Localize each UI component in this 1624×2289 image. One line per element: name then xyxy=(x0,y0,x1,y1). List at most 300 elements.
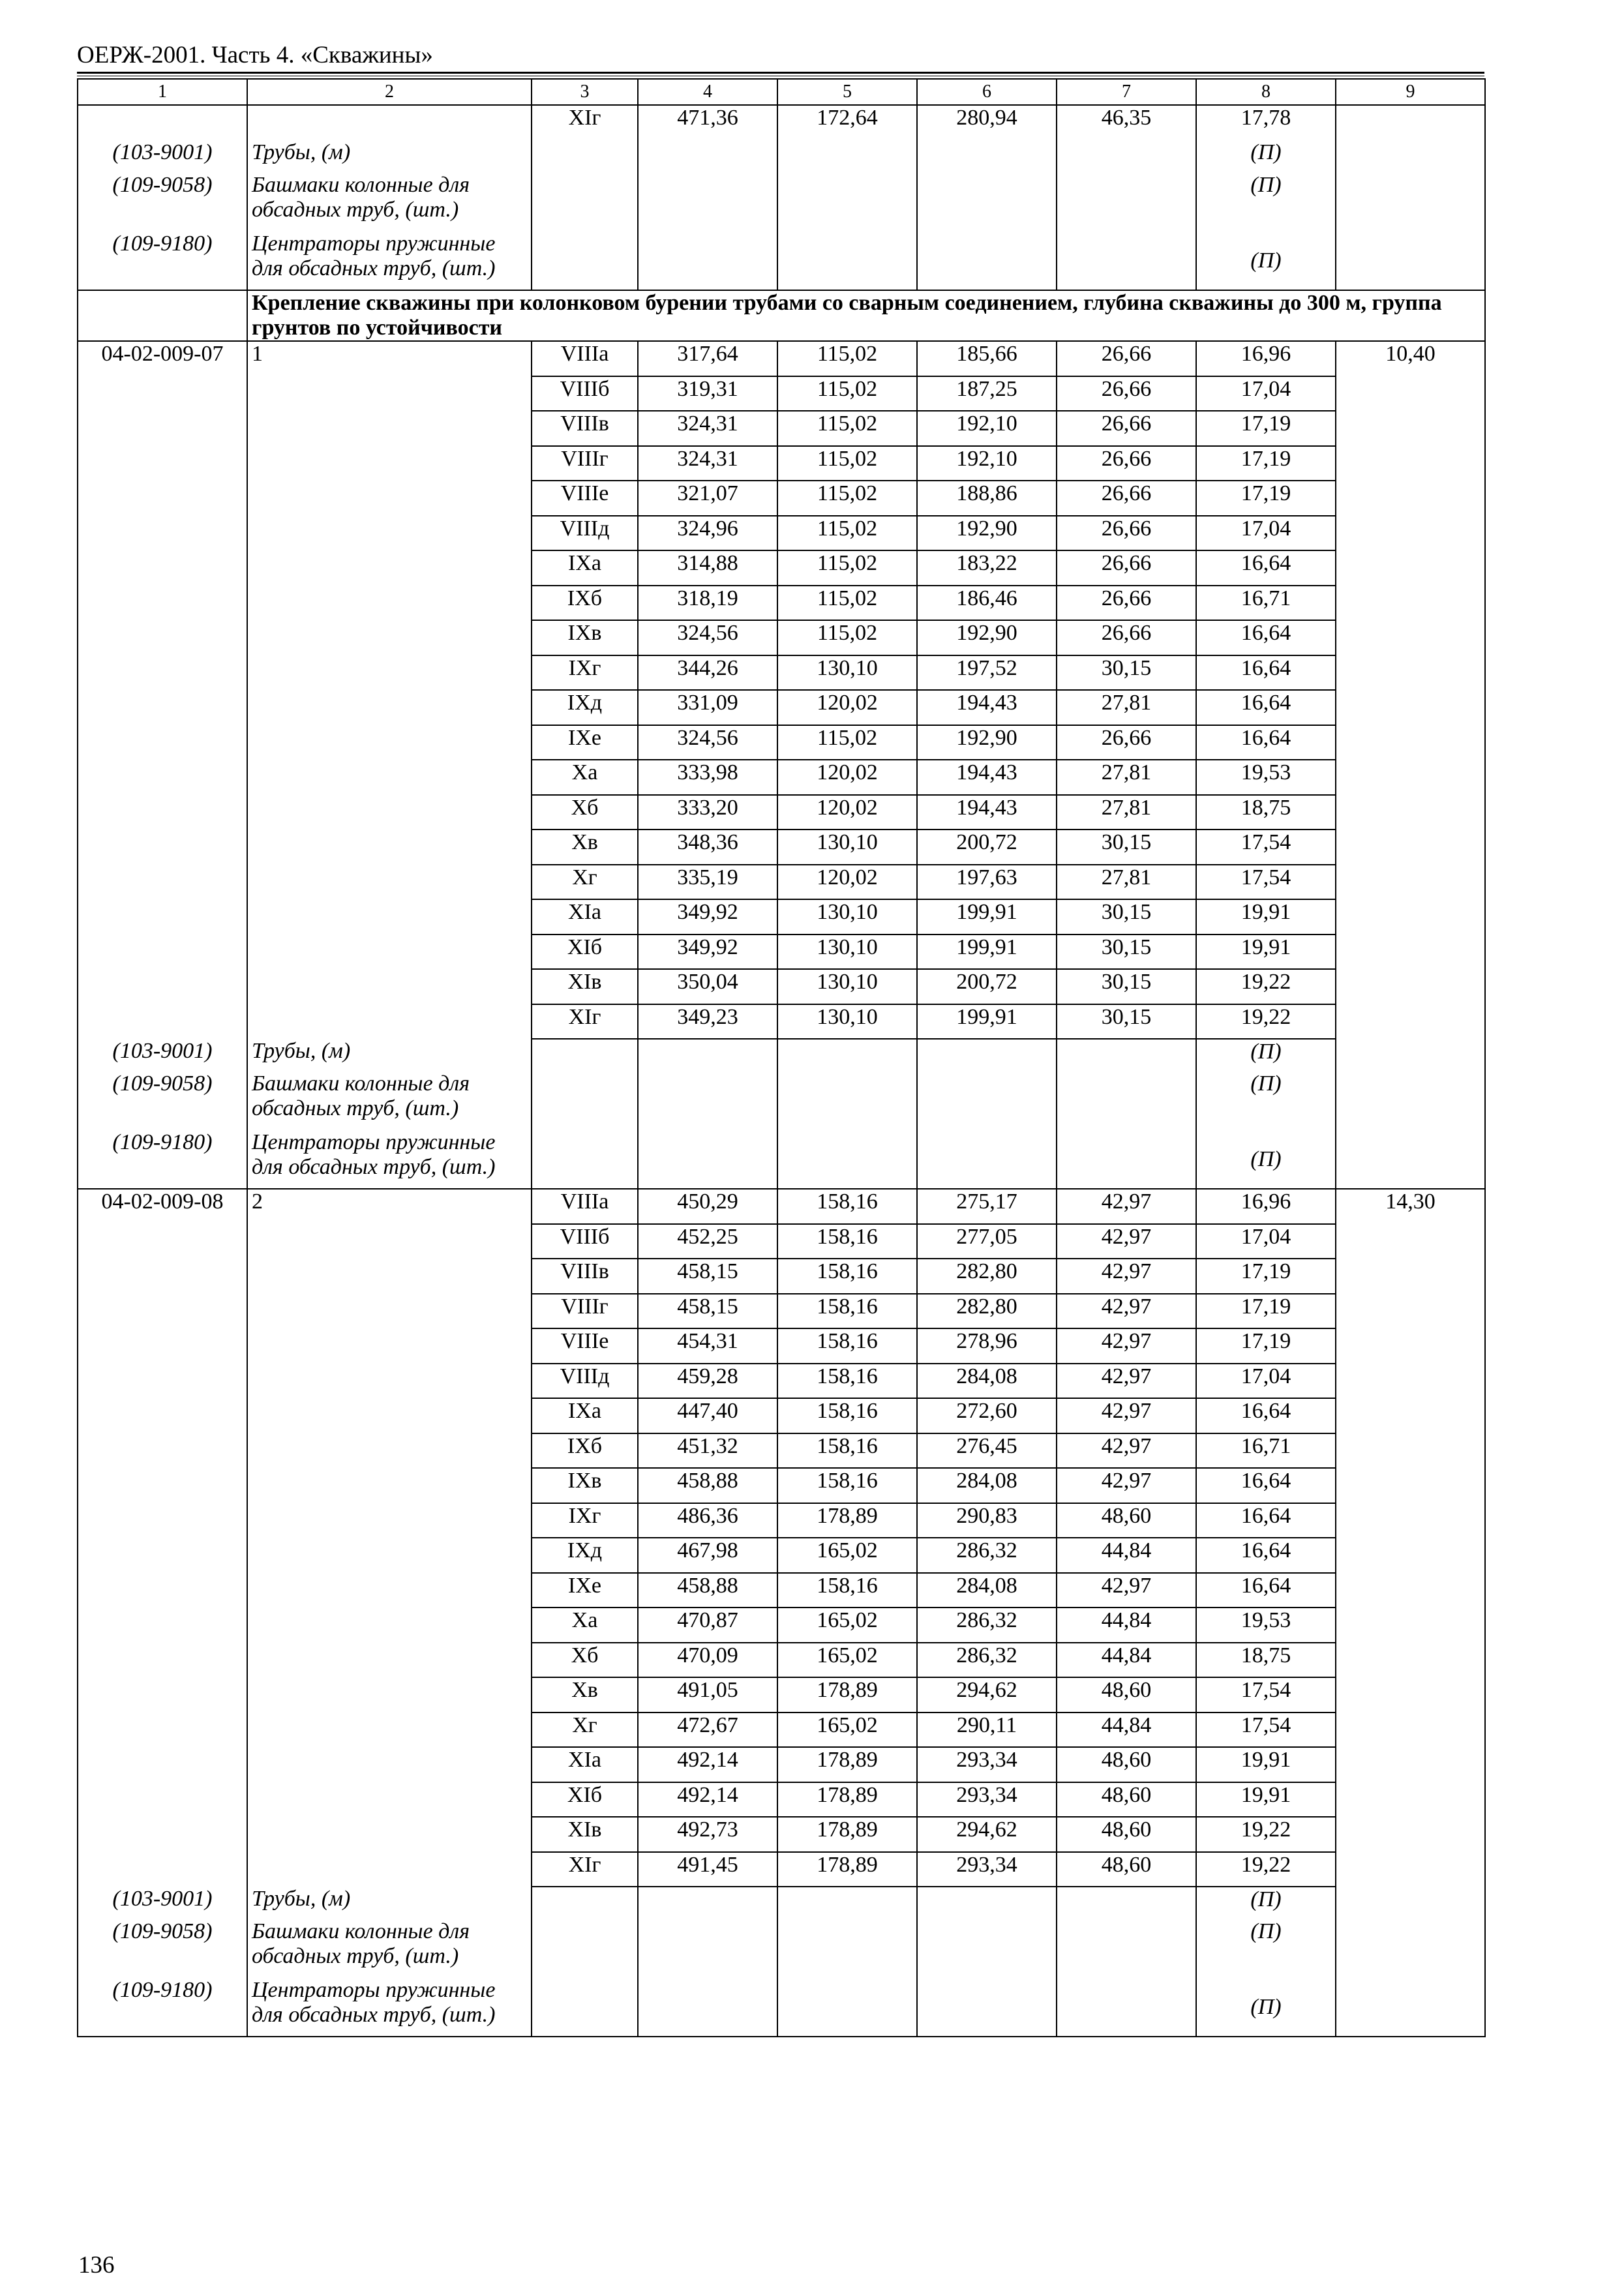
empty-cell xyxy=(917,1130,1057,1189)
code-cell xyxy=(78,1259,247,1294)
value-cell: 120,02 xyxy=(777,690,917,725)
col9-cell xyxy=(1336,1224,1485,1259)
value-cell: 324,96 xyxy=(638,516,777,551)
col9-cell xyxy=(1336,1887,1485,1919)
value-cell: 48,60 xyxy=(1057,1782,1196,1818)
soil-group: Xв xyxy=(532,830,638,865)
value-cell: 16,64 xyxy=(1196,620,1336,655)
empty-cell xyxy=(777,1071,917,1130)
value-cell: 42,97 xyxy=(1057,1573,1196,1608)
value-cell: 42,97 xyxy=(1057,1328,1196,1364)
value-cell: 331,09 xyxy=(638,690,777,725)
value-cell: 17,19 xyxy=(1196,1259,1336,1294)
soil-group: VIIIд xyxy=(532,1364,638,1399)
value-cell: 17,19 xyxy=(1196,1294,1336,1329)
value-cell: 324,31 xyxy=(638,411,777,446)
group-number: 1 xyxy=(247,341,532,376)
value-cell: 284,08 xyxy=(917,1364,1057,1399)
col9-cell xyxy=(1336,899,1485,935)
value-cell: 349,92 xyxy=(638,935,777,970)
value-cell: 16,64 xyxy=(1196,655,1336,691)
value-cell: 115,02 xyxy=(777,586,917,621)
header-rule xyxy=(77,72,1484,74)
resource-name-line: Трубы, (м) xyxy=(252,140,351,164)
table-row xyxy=(78,1538,1485,1573)
soil-group: Xа xyxy=(532,760,638,795)
name-cell xyxy=(247,446,532,481)
empty-cell xyxy=(777,1039,917,1071)
empty-cell xyxy=(777,1919,917,1978)
value-cell: 192,90 xyxy=(917,516,1057,551)
resource-name xyxy=(247,1039,532,1071)
soil-group: IXд xyxy=(532,1538,638,1573)
name-cell xyxy=(247,1747,532,1782)
empty-cell xyxy=(1057,1039,1196,1071)
soil-group: Xб xyxy=(532,1643,638,1678)
name-cell xyxy=(247,1364,532,1399)
value-cell: 451,32 xyxy=(638,1433,777,1469)
table-row xyxy=(78,1259,1485,1294)
value-cell: 17,54 xyxy=(1196,1677,1336,1713)
empty-cell xyxy=(532,1130,638,1189)
table-row xyxy=(78,899,1485,935)
table-row xyxy=(78,1398,1485,1433)
empty-cell xyxy=(532,1887,638,1919)
value-cell: 471,36 xyxy=(638,105,777,140)
value-cell: 192,90 xyxy=(917,620,1057,655)
value-cell: 158,16 xyxy=(777,1259,917,1294)
col9-cell xyxy=(1336,1039,1485,1071)
value-cell: 282,80 xyxy=(917,1294,1057,1329)
value-cell: 492,73 xyxy=(638,1817,777,1852)
col9-cell xyxy=(1336,830,1485,865)
table-row xyxy=(78,1433,1485,1469)
value-cell: 194,43 xyxy=(917,690,1057,725)
value-cell: 27,81 xyxy=(1057,865,1196,900)
value-cell: 48,60 xyxy=(1057,1503,1196,1538)
col9-cell xyxy=(1336,725,1485,760)
empty-cell xyxy=(777,232,917,290)
resource-name-line: Трубы, (м) xyxy=(252,1039,351,1063)
table-row xyxy=(78,1747,1485,1782)
soil-group: IXе xyxy=(532,1573,638,1608)
resource-unit-mark: (П) xyxy=(1196,140,1336,173)
value-cell: 27,81 xyxy=(1057,795,1196,830)
name-cell xyxy=(247,935,532,970)
value-cell: 335,19 xyxy=(638,865,777,900)
soil-group: VIIIа xyxy=(532,341,638,376)
col9-cell xyxy=(1336,411,1485,446)
resource-name xyxy=(247,140,532,173)
table-row xyxy=(78,290,1485,341)
soil-group: VIIIв xyxy=(532,411,638,446)
resource-name-line: Башмаки колонные для xyxy=(252,1919,470,1943)
name-cell xyxy=(247,830,532,865)
value-cell: 115,02 xyxy=(777,620,917,655)
value-cell: 42,97 xyxy=(1057,1468,1196,1503)
resource-unit-mark: (П) xyxy=(1196,232,1336,290)
code-cell xyxy=(78,1294,247,1329)
table-row xyxy=(78,1573,1485,1608)
table-row xyxy=(78,446,1485,481)
soil-group: XIг xyxy=(532,1852,638,1887)
resource-name-line: Башмаки колонные для xyxy=(252,1071,470,1096)
resource-code: (109-9058) xyxy=(78,173,247,232)
empty-cell xyxy=(638,140,777,173)
value-cell: 314,88 xyxy=(638,550,777,586)
soil-group: VIIIб xyxy=(532,1224,638,1259)
value-cell: 42,97 xyxy=(1057,1433,1196,1469)
code-cell xyxy=(78,1817,247,1852)
value-cell: 165,02 xyxy=(777,1643,917,1678)
name-cell xyxy=(247,899,532,935)
code-cell xyxy=(78,1468,247,1503)
col9-cell xyxy=(1336,655,1485,691)
code-cell xyxy=(78,1643,247,1678)
name-cell xyxy=(247,586,532,621)
name-cell xyxy=(247,865,532,900)
value-cell: 452,25 xyxy=(638,1224,777,1259)
resource-name-line: Центраторы пружинные xyxy=(252,232,496,256)
col9-cell xyxy=(1336,1608,1485,1643)
code-cell xyxy=(78,1852,247,1887)
value-cell: 115,02 xyxy=(777,550,917,586)
code-cell xyxy=(78,105,247,140)
value-cell: 178,89 xyxy=(777,1503,917,1538)
value-cell: 492,14 xyxy=(638,1747,777,1782)
value-cell: 158,16 xyxy=(777,1328,917,1364)
soil-group: XIв xyxy=(532,1817,638,1852)
code-cell xyxy=(78,1677,247,1713)
value-cell: 115,02 xyxy=(777,341,917,376)
soil-group: XIв xyxy=(532,969,638,1004)
empty-cell xyxy=(1057,140,1196,173)
value-cell: 17,04 xyxy=(1196,376,1336,411)
value-cell: 44,84 xyxy=(1057,1643,1196,1678)
value-cell: 17,19 xyxy=(1196,1328,1336,1364)
value-cell: 459,28 xyxy=(638,1364,777,1399)
value-cell: 178,89 xyxy=(777,1677,917,1713)
soil-group: Xг xyxy=(532,1713,638,1748)
col9-cell xyxy=(1336,1747,1485,1782)
col9-cell xyxy=(1336,376,1485,411)
value-cell: 48,60 xyxy=(1057,1677,1196,1713)
value-cell: 486,36 xyxy=(638,1503,777,1538)
code-cell xyxy=(78,1224,247,1259)
soil-group: VIIIг xyxy=(532,446,638,481)
value-cell: 192,90 xyxy=(917,725,1057,760)
value-cell: 19,53 xyxy=(1196,1608,1336,1643)
column-number: 4 xyxy=(638,79,777,105)
value-cell: 17,54 xyxy=(1196,1713,1336,1748)
table-row xyxy=(78,1677,1485,1713)
col9-cell xyxy=(1336,1573,1485,1608)
name-cell xyxy=(247,1677,532,1713)
name-cell xyxy=(247,1643,532,1678)
value-cell: 349,92 xyxy=(638,899,777,935)
empty-cell xyxy=(638,1039,777,1071)
value-cell: 333,20 xyxy=(638,795,777,830)
value-cell: 115,02 xyxy=(777,481,917,516)
value-cell: 318,19 xyxy=(638,586,777,621)
table-row xyxy=(78,1919,1485,1978)
code-cell xyxy=(78,446,247,481)
section-title: Крепление скважины при колонковом бурении трубами со сварным соединением, глубина скважины до 300 м, группа грунтов по устойчивости xyxy=(247,290,1485,341)
value-cell: 115,02 xyxy=(777,376,917,411)
value-cell: 280,94 xyxy=(917,105,1057,140)
value-cell: 115,02 xyxy=(777,446,917,481)
empty-cell xyxy=(532,1039,638,1071)
table-row xyxy=(78,935,1485,970)
col9-cell xyxy=(1336,1294,1485,1329)
rates-table xyxy=(77,78,1486,2037)
value-cell: 272,60 xyxy=(917,1398,1057,1433)
soil-group: XIг xyxy=(532,105,638,140)
soil-group: VIIIв xyxy=(532,1259,638,1294)
value-cell: 319,31 xyxy=(638,376,777,411)
code-cell xyxy=(78,620,247,655)
soil-group: IXа xyxy=(532,1398,638,1433)
resource-unit-mark: (П) xyxy=(1196,1039,1336,1071)
value-cell: 183,22 xyxy=(917,550,1057,586)
value-cell: 17,54 xyxy=(1196,830,1336,865)
value-cell: 42,97 xyxy=(1057,1364,1196,1399)
soil-group: VIIIе xyxy=(532,1328,638,1364)
col9-cell xyxy=(1336,865,1485,900)
value-cell: 276,45 xyxy=(917,1433,1057,1469)
value-cell: 492,14 xyxy=(638,1782,777,1818)
value-cell: 188,86 xyxy=(917,481,1057,516)
value-cell: 17,19 xyxy=(1196,481,1336,516)
name-cell xyxy=(247,516,532,551)
value-cell: 120,02 xyxy=(777,760,917,795)
column-number: 6 xyxy=(917,79,1057,105)
table-row xyxy=(78,1364,1485,1399)
resource-unit-mark: (П) xyxy=(1196,173,1336,232)
column-number: 7 xyxy=(1057,79,1196,105)
resource-code: (109-9058) xyxy=(78,1071,247,1130)
value-cell: 286,32 xyxy=(917,1643,1057,1678)
value-cell: 30,15 xyxy=(1057,655,1196,691)
value-cell: 293,34 xyxy=(917,1852,1057,1887)
value-cell: 130,10 xyxy=(777,655,917,691)
soil-group: IXб xyxy=(532,586,638,621)
value-cell: 178,89 xyxy=(777,1782,917,1818)
value-cell: 200,72 xyxy=(917,830,1057,865)
table-row xyxy=(78,620,1485,655)
table-row xyxy=(78,969,1485,1004)
col9-cell xyxy=(1336,1817,1485,1852)
value-cell: 454,31 xyxy=(638,1328,777,1364)
group-number: 2 xyxy=(247,1189,532,1224)
table-row xyxy=(78,795,1485,830)
empty-cell xyxy=(917,1071,1057,1130)
code-cell xyxy=(78,1004,247,1040)
value-cell: 130,10 xyxy=(777,969,917,1004)
value-cell: 284,08 xyxy=(917,1468,1057,1503)
code-cell xyxy=(78,516,247,551)
value-cell: 16,64 xyxy=(1196,690,1336,725)
value-cell: 120,02 xyxy=(777,795,917,830)
value-cell: 158,16 xyxy=(777,1294,917,1329)
resource-name xyxy=(247,1919,532,1978)
code-cell xyxy=(78,935,247,970)
name-cell xyxy=(247,1782,532,1818)
name-cell xyxy=(247,1328,532,1364)
empty-cell xyxy=(777,1130,917,1189)
value-cell: 30,15 xyxy=(1057,830,1196,865)
empty-cell xyxy=(777,1887,917,1919)
empty-cell xyxy=(1057,1978,1196,2037)
value-cell: 324,31 xyxy=(638,446,777,481)
resource-name-line: обсадных труб, (шт.) xyxy=(252,198,459,222)
empty-cell xyxy=(917,1919,1057,1978)
col9-cell xyxy=(1336,1398,1485,1433)
value-cell: 293,34 xyxy=(917,1782,1057,1818)
empty-cell xyxy=(532,173,638,232)
col9-cell xyxy=(1336,760,1485,795)
name-cell xyxy=(247,1294,532,1329)
value-cell: 350,04 xyxy=(638,969,777,1004)
empty-cell xyxy=(532,232,638,290)
col9-cell xyxy=(1336,550,1485,586)
value-cell: 19,53 xyxy=(1196,760,1336,795)
empty-cell xyxy=(1057,1071,1196,1130)
table-row xyxy=(78,1294,1485,1329)
name-cell xyxy=(247,1433,532,1469)
name-cell xyxy=(247,725,532,760)
value-cell: 178,89 xyxy=(777,1747,917,1782)
value-cell: 199,91 xyxy=(917,935,1057,970)
col9-cell xyxy=(1336,1259,1485,1294)
code-cell xyxy=(78,655,247,691)
value-cell: 16,96 xyxy=(1196,1189,1336,1224)
value-cell: 16,64 xyxy=(1196,1573,1336,1608)
soil-group: VIIIб xyxy=(532,376,638,411)
table-row xyxy=(78,79,1485,105)
column-number: 2 xyxy=(247,79,532,105)
value-cell: 16,64 xyxy=(1196,1503,1336,1538)
value-cell: 19,22 xyxy=(1196,1004,1336,1040)
soil-group: XIа xyxy=(532,1747,638,1782)
col9-cell xyxy=(1336,481,1485,516)
col9-cell xyxy=(1336,935,1485,970)
value-cell: 18,75 xyxy=(1196,1643,1336,1678)
soil-group: IXе xyxy=(532,725,638,760)
value-cell: 48,60 xyxy=(1057,1747,1196,1782)
table-row xyxy=(78,411,1485,446)
value-cell: 286,32 xyxy=(917,1538,1057,1573)
value-cell: 294,62 xyxy=(917,1677,1057,1713)
col9-cell xyxy=(1336,1677,1485,1713)
value-cell: 19,91 xyxy=(1196,1747,1336,1782)
code-cell xyxy=(78,969,247,1004)
value-cell: 165,02 xyxy=(777,1538,917,1573)
resource-name-line: обсадных труб, (шт.) xyxy=(252,1944,459,1968)
value-cell: 16,64 xyxy=(1196,1538,1336,1573)
value-cell: 19,22 xyxy=(1196,1817,1336,1852)
value-cell: 472,67 xyxy=(638,1713,777,1748)
empty-cell xyxy=(917,1887,1057,1919)
resource-code: (109-9058) xyxy=(78,1919,247,1978)
value-cell: 294,62 xyxy=(917,1817,1057,1852)
value-cell: 17,78 xyxy=(1196,105,1336,140)
resource-name xyxy=(247,173,532,232)
code-cell xyxy=(78,411,247,446)
empty-cell xyxy=(1057,1887,1196,1919)
resource-name xyxy=(247,1978,532,2037)
col9-cell xyxy=(1336,516,1485,551)
empty-cell xyxy=(1057,1130,1196,1189)
empty-cell xyxy=(1057,1919,1196,1978)
value-cell: 158,16 xyxy=(777,1433,917,1469)
col9-cell xyxy=(1336,1468,1485,1503)
value-cell: 44,84 xyxy=(1057,1713,1196,1748)
col9-cell xyxy=(1336,446,1485,481)
resource-code: (109-9180) xyxy=(78,232,247,290)
code-cell xyxy=(78,1433,247,1469)
col9-cell xyxy=(1336,1328,1485,1364)
soil-group: XIг xyxy=(532,1004,638,1040)
value-cell: 467,98 xyxy=(638,1538,777,1573)
name-cell xyxy=(247,481,532,516)
table-row xyxy=(78,341,1485,376)
value-cell: 199,91 xyxy=(917,1004,1057,1040)
value-cell: 324,56 xyxy=(638,620,777,655)
value-cell: 17,04 xyxy=(1196,1224,1336,1259)
page-number: 136 xyxy=(78,2252,115,2279)
value-cell: 27,81 xyxy=(1057,760,1196,795)
value-cell: 130,10 xyxy=(777,899,917,935)
value-cell: 165,02 xyxy=(777,1608,917,1643)
value-cell: 26,66 xyxy=(1057,550,1196,586)
value-cell: 165,02 xyxy=(777,1713,917,1748)
value-cell: 158,16 xyxy=(777,1364,917,1399)
code-cell xyxy=(78,1398,247,1433)
value-cell: 192,10 xyxy=(917,446,1057,481)
rate-code: 04-02-009-08 xyxy=(78,1189,247,1224)
table-row xyxy=(78,1852,1485,1887)
value-cell: 30,15 xyxy=(1057,969,1196,1004)
col9-cell xyxy=(1336,1782,1485,1818)
value-cell: 277,05 xyxy=(917,1224,1057,1259)
name-cell xyxy=(247,1398,532,1433)
soil-group: IXв xyxy=(532,620,638,655)
empty-cell xyxy=(777,140,917,173)
resource-code: (109-9180) xyxy=(78,1978,247,2037)
col9-value: 14,30 xyxy=(1336,1189,1485,1224)
soil-group: VIIIг xyxy=(532,1294,638,1329)
value-cell: 26,66 xyxy=(1057,446,1196,481)
col9-cell xyxy=(1336,105,1485,140)
code-cell xyxy=(78,899,247,935)
value-cell: 26,66 xyxy=(1057,725,1196,760)
value-cell: 458,88 xyxy=(638,1573,777,1608)
value-cell: 286,32 xyxy=(917,1608,1057,1643)
value-cell: 194,43 xyxy=(917,795,1057,830)
value-cell: 158,16 xyxy=(777,1189,917,1224)
name-cell xyxy=(247,1538,532,1573)
value-cell: 450,29 xyxy=(638,1189,777,1224)
value-cell: 130,10 xyxy=(777,1004,917,1040)
column-number: 8 xyxy=(1196,79,1336,105)
column-number: 5 xyxy=(777,79,917,105)
value-cell: 115,02 xyxy=(777,725,917,760)
resource-name-line: обсадных труб, (шт.) xyxy=(252,1096,459,1120)
value-cell: 349,23 xyxy=(638,1004,777,1040)
empty-cell xyxy=(917,232,1057,290)
col9-cell xyxy=(1336,1364,1485,1399)
